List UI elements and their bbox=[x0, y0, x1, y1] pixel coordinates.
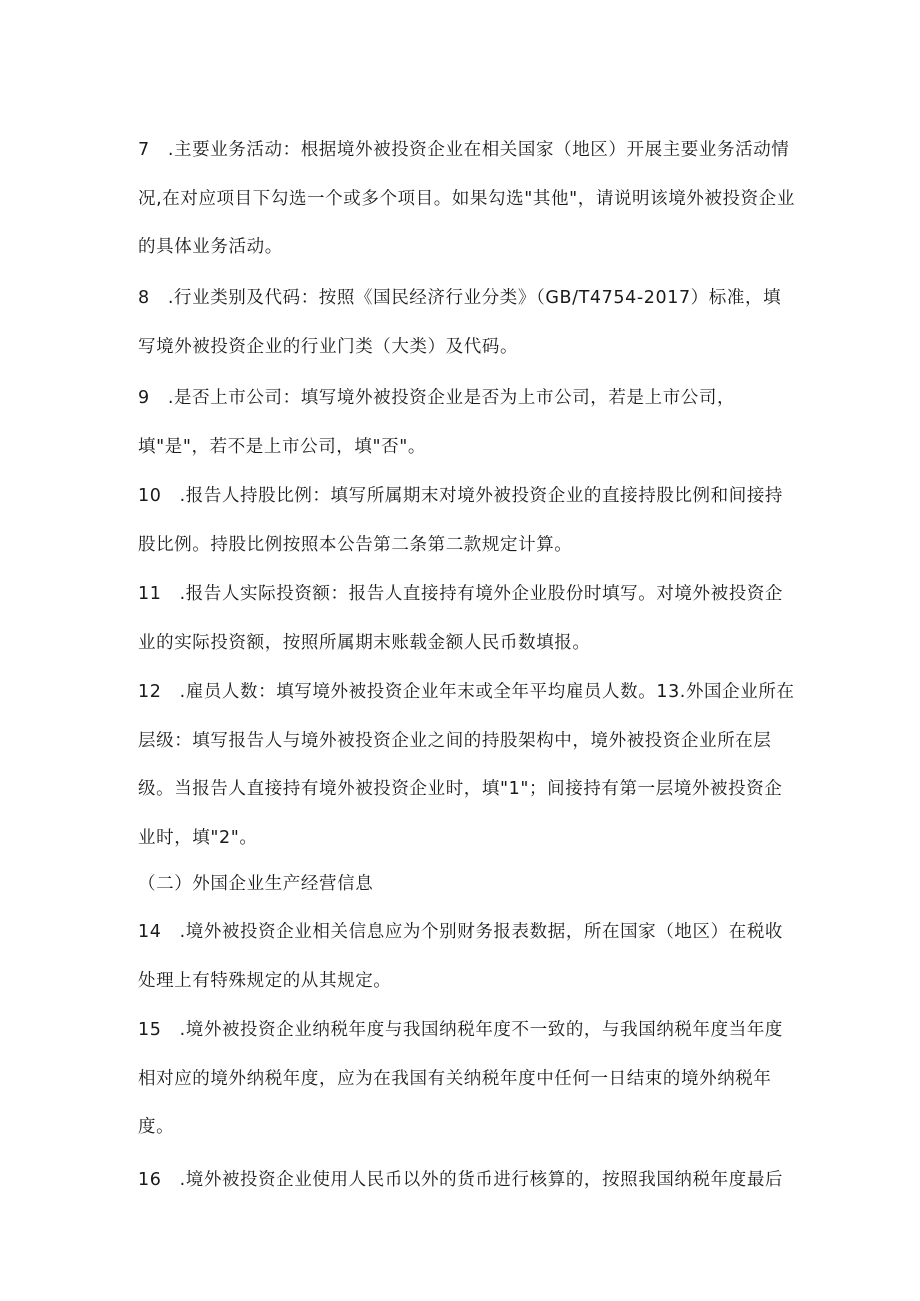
paragraph-14-financial-data: 14 .境外被投资企业相关信息应为个别财务报表数据，所在国家（地区）在税收处理上有特殊规定的从其规定。 bbox=[138, 922, 784, 991]
section-heading-foreign-operations: （二）外国企业生产经营信息 bbox=[138, 874, 374, 894]
paragraph-12-employees: 12 .雇员人数：填写境外被投资企业年末或全年平均雇员人数。13.外国企业所在层级：填写报告人与境外被投资企业之间的持股架构中，境外被投资企业所在层级。当报告人直接持有境外被投资企业时，填"1"；间接持有第一层境外被投资企业时，填"2"。 bbox=[138, 682, 795, 848]
paragraph-7-main-business: 7 .主要业务活动：根据境外被投资企业在相关国家（地区）开展主要业务活动情况,在对应项目下勾选一个或多个项目。如果勾选"其他"，请说明该境外被投资企业的具体业务活动。 bbox=[138, 140, 795, 257]
paragraph-11-actual-investment: 11 .报告人实际投资额：报告人直接持有境外企业股份时填写。对境外被投资企业的实际投资额，按照所属期末账载金额人民币数填报。 bbox=[138, 584, 784, 653]
paragraph-8-industry-code: 8 .行业类别及代码：按照《国民经济行业分类》（GB/T4754-2017）标准，填写境外被投资企业的行业门类（大类）及代码。 bbox=[138, 288, 782, 357]
paragraph-16-currency: 16 .境外被投资企业使用人民币以外的货币进行核算的，按照我国纳税年度最后 bbox=[138, 1170, 784, 1190]
paragraph-10-shareholding-ratio: 10 .报告人持股比例：填写所属期末对境外被投资企业的直接持股比例和间接持股比例。持股比例按照本公告第二条第二款规定计算。 bbox=[138, 486, 784, 555]
paragraph-9-listed-company: 9 .是否上市公司：填写境外被投资企业是否为上市公司，若是上市公司，填"是"，若不是上市公司，填"否"。 bbox=[138, 388, 736, 457]
paragraph-15-tax-year: 15 .境外被投资企业纳税年度与我国纳税年度不一致的，与我国纳税年度当年度相对应的境外纳税年度，应为在我国有关纳税年度中任何一日结束的境外纳税年度。 bbox=[138, 1020, 784, 1137]
